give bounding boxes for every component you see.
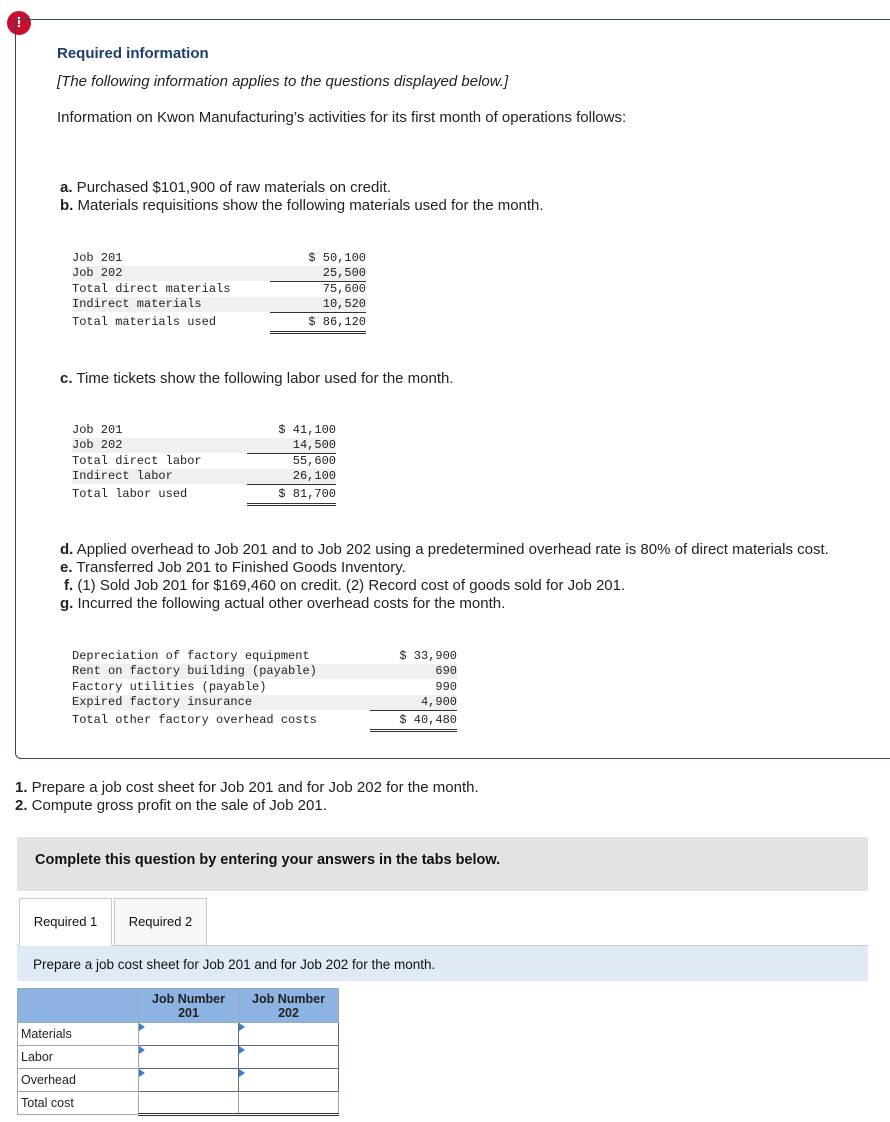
job-cost-sheet-table — [17, 988, 339, 1116]
overhead-row-label: Expired factory insurance — [72, 695, 370, 711]
header-job-201: Job Number 201 — [139, 989, 239, 1023]
item-g: g. Incurred the following actual other overhead costs for the month. — [60, 595, 506, 612]
required-info-title: Required information — [57, 45, 209, 62]
item-e: e. Transferred Job 201 to Finished Goods Inventory. — [60, 559, 406, 576]
materials-row-label: Total materials used — [72, 315, 217, 329]
materials-row-label: Total direct materials — [72, 281, 231, 296]
overhead-row-label: Depreciation of factory equipment — [72, 648, 310, 663]
labor-row-label: Indirect labor — [72, 469, 247, 485]
labor-row-label: Job 202 — [72, 438, 247, 454]
complete-question-banner: Complete this question by entering your answers in the tabs below. — [17, 837, 868, 891]
job-202-labor-input[interactable] — [239, 1046, 338, 1068]
overhead-row-amount: $ 33,900 — [399, 648, 457, 663]
alert-icon: ! — [7, 11, 31, 35]
job-202-overhead-cell[interactable] — [239, 1069, 339, 1092]
overhead-row-amount: $ 40,480 — [370, 710, 457, 730]
header-blank — [18, 989, 139, 1023]
job-201-materials-cell[interactable] — [139, 1023, 239, 1046]
job-201-materials-input[interactable] — [139, 1023, 238, 1045]
row-label-overhead: Overhead — [18, 1069, 139, 1092]
header-job-202: Job Number 202 — [239, 989, 339, 1023]
job-202-labor-cell[interactable] — [239, 1046, 339, 1069]
labor-row-label: Job 201 — [72, 422, 123, 437]
overhead-row-amount: 990 — [435, 679, 457, 694]
job-201-labor-input[interactable] — [139, 1046, 238, 1068]
materials-row-amount: $ 86,120 — [270, 312, 366, 332]
item-f: f. (1) Sold Job 201 for $169,460 on credit. (2) Record cost of goods sold for Job 201. — [64, 577, 626, 594]
question-1: 1. Prepare a job cost sheet for Job 201 and for Job 202 for the month. — [15, 779, 479, 796]
question-2: 2. Compute gross profit on the sale of Job 201. — [15, 797, 327, 814]
job-202-materials-input[interactable] — [239, 1023, 338, 1045]
item-d: d. Applied overhead to Job 201 and to Job 202 using a predetermined overhead rate is 80% of direct materials cost. — [60, 541, 829, 558]
job-201-total-cost — [139, 1092, 239, 1115]
overhead-row-label: Rent on factory building (payable) — [72, 664, 370, 680]
materials-row-amount: 25,500 — [270, 266, 366, 282]
overhead-schedule — [72, 648, 457, 732]
labor-row-label: Total direct labor — [72, 453, 202, 468]
labor-row-amount: $ 81,700 — [247, 484, 336, 504]
job-201-overhead-input[interactable] — [139, 1069, 238, 1091]
labor-row-amount: 26,100 — [247, 469, 336, 485]
item-a: a. Purchased $101,900 of raw materials on credit. — [60, 179, 392, 196]
item-c: c. Time tickets show the following labor used for the month. — [60, 370, 454, 387]
row-label-materials: Materials — [18, 1023, 139, 1046]
labor-schedule — [72, 422, 336, 506]
labor-row-amount: 14,500 — [247, 438, 336, 454]
materials-row-amount: 75,600 — [322, 282, 366, 296]
labor-row-label: Total labor used — [72, 487, 188, 501]
materials-row-label: Job 201 — [72, 250, 123, 265]
materials-row-label: Indirect materials — [72, 297, 270, 313]
overhead-row-amount: 4,900 — [370, 695, 457, 711]
materials-row-amount: $ 50,100 — [308, 250, 366, 265]
job-202-total-cost — [239, 1092, 339, 1115]
overhead-row-label: Factory utilities (payable) — [72, 679, 267, 694]
materials-row-label: Job 202 — [72, 266, 270, 282]
labor-row-amount: 55,600 — [292, 454, 336, 468]
tab-required-2[interactable]: Required 2 — [114, 898, 207, 946]
tab-required-1[interactable]: Required 1 — [19, 898, 112, 946]
overhead-row-amount: 690 — [370, 664, 457, 680]
info-note: [The following information applies to the questions displayed below.] — [57, 73, 509, 90]
job-202-overhead-input[interactable] — [239, 1069, 338, 1091]
item-b: b. Materials requisitions show the following materials used for the month. — [60, 197, 544, 214]
materials-schedule — [72, 250, 366, 334]
overhead-row-label: Total other factory overhead costs — [72, 713, 317, 727]
labor-row-amount: $ 41,100 — [278, 422, 336, 437]
job-201-overhead-cell[interactable] — [139, 1069, 239, 1092]
instruction-bar: Prepare a job cost sheet for Job 201 and for Job 202 for the month. — [17, 946, 868, 981]
row-label-total-cost: Total cost — [18, 1092, 139, 1115]
job-201-labor-cell[interactable] — [139, 1046, 239, 1069]
job-202-materials-cell[interactable] — [239, 1023, 339, 1046]
row-label-labor: Labor — [18, 1046, 139, 1069]
materials-row-amount: 10,520 — [270, 297, 366, 313]
intro-text: Information on Kwon Manufacturing’s activities for its first month of operations follows: — [57, 109, 627, 126]
